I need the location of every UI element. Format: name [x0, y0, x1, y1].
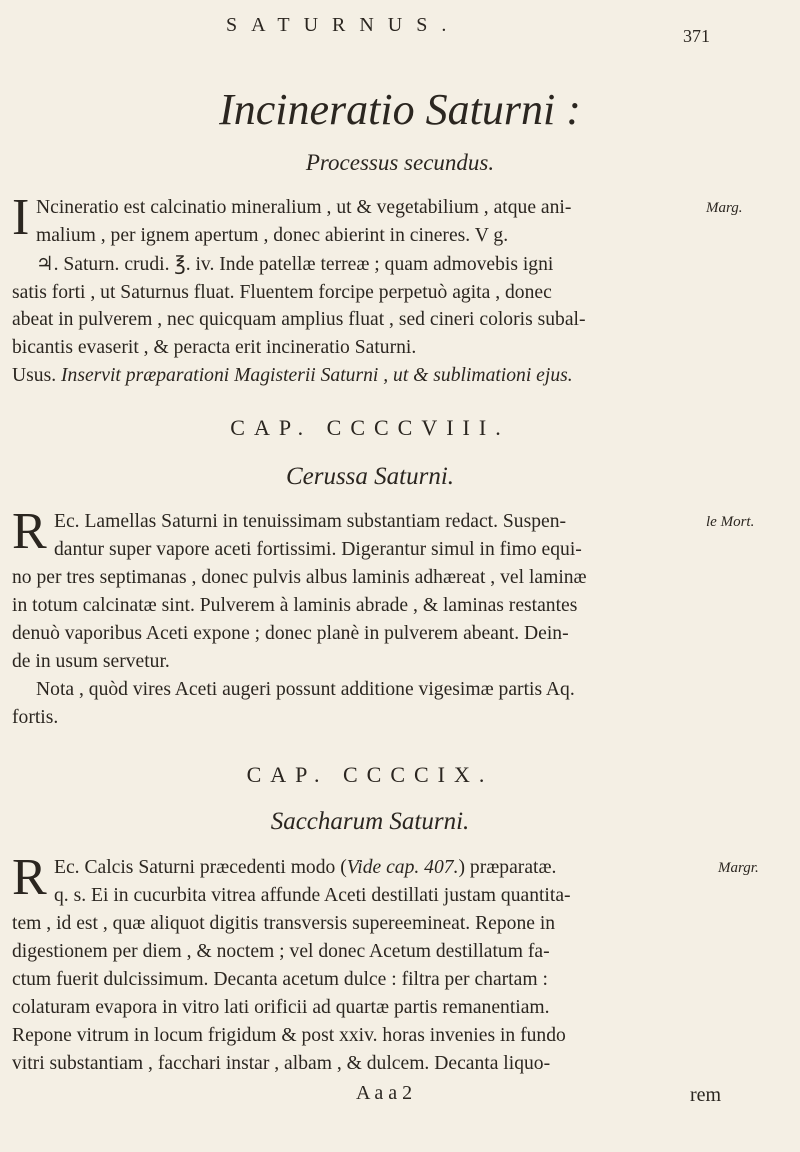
text-line: fortis. — [12, 707, 59, 728]
dropcap-i: I — [12, 189, 30, 246]
margin-note-margr: Margr. — [718, 860, 759, 876]
dropcap-r: R — [12, 849, 47, 906]
text-line: Ec. Lamellas Saturni in tenuissimam substantiam redact. Suspen- — [54, 511, 567, 532]
usus-text: Inservit præparationi Magisterii Saturni , ut & sublimationi ejus. — [61, 365, 573, 386]
text-line: malium , per ignem apertum , donec abierint in cineres. V g. — [36, 225, 509, 246]
text-line: q. s. Ei in cucurbita vitrea affunde Aceti destillati justam quantita- — [54, 885, 571, 906]
text-line: digestionem per diem , & noctem ; vel donec Acetum destillatum fa- — [12, 941, 550, 962]
catchword: rem — [690, 1084, 722, 1106]
chapter-heading: CAP. CCCCVIII. — [230, 415, 510, 440]
text-line: in totum calcinatæ sint. Pulverem à laminis abrade , & laminas restantes — [12, 595, 578, 616]
text-line: ♃. Saturn. crudi. ℥. iv. Inde patellæ terreæ ; quam admovebis igni — [36, 254, 554, 275]
text-line: dantur super vapore aceti fortissimi. Digerantur simul in fimo equi- — [54, 539, 582, 560]
usus-line — [12, 366, 573, 386]
dropcap-r: R — [12, 503, 47, 560]
text-line: ctum fuerit dulcissimum. Decanta acetum dulce : filtra per chartam : — [12, 969, 548, 990]
text-segment: ) præparatæ. — [458, 857, 557, 878]
text-line: vitri substantiam , facchari instar , albam , & dulcem. Decanta liquo- — [12, 1053, 551, 1074]
cross-reference: Vide cap. 407. — [346, 857, 459, 878]
text-line: bicantis evaserit , & peracta erit incineratio Saturni. — [12, 337, 417, 358]
chapter-heading: CAP. CCCCIX. — [246, 762, 494, 787]
text-line: colaturam evapora in vitro lati orificii ad quartæ partis remanentiam. — [12, 997, 550, 1018]
margin-note-le-mort: le Mort. — [706, 514, 755, 530]
page-subtitle: Processus secundus. — [305, 150, 495, 175]
text-line — [54, 858, 556, 878]
page-title: Incineratio Saturni : — [219, 85, 581, 134]
text-line: Ncineratio est calcinatio mineralium , ut & vegetabilium , atque ani- — [36, 197, 572, 218]
text-line: Nota , quòd vires Aceti augeri possunt additione vigesimæ partis Aq. — [36, 679, 575, 700]
text-line: Repone vitrum in locum frigidum & post xxiv. horas invenies in fundo — [12, 1025, 566, 1046]
text-line: de in usum servetur. — [12, 651, 170, 672]
page-number: 371 — [683, 26, 710, 46]
signature-mark: A a a 2 — [356, 1082, 413, 1104]
text-line: denuò vaporibus Aceti expone ; donec planè in pulverem abeant. Dein- — [12, 623, 569, 644]
chapter-title: Saccharum Saturni. — [270, 808, 470, 835]
running-head: SATURNUS. — [226, 14, 461, 36]
usus-label: Usus. — [12, 365, 57, 386]
text-line: abeat in pulverem , nec quicquam amplius fluat , sed cineri coloris subal- — [12, 309, 586, 330]
chapter-title: Cerussa Saturni. — [285, 463, 455, 490]
text-segment: Ec. Calcis Saturni præcedenti modo ( — [54, 857, 347, 878]
text-line: no per tres septimanas , donec pulvis albus laminis adhæreat , vel laminæ — [12, 567, 587, 588]
text-line: satis forti , ut Saturnus fluat. Fluentem forcipe perpetuò agita , donec — [12, 282, 552, 303]
margin-note-marg: Marg. — [706, 200, 743, 216]
text-line: tem , id est , quæ aliquot digitis transversis supereemineat. Repone in — [12, 913, 556, 934]
